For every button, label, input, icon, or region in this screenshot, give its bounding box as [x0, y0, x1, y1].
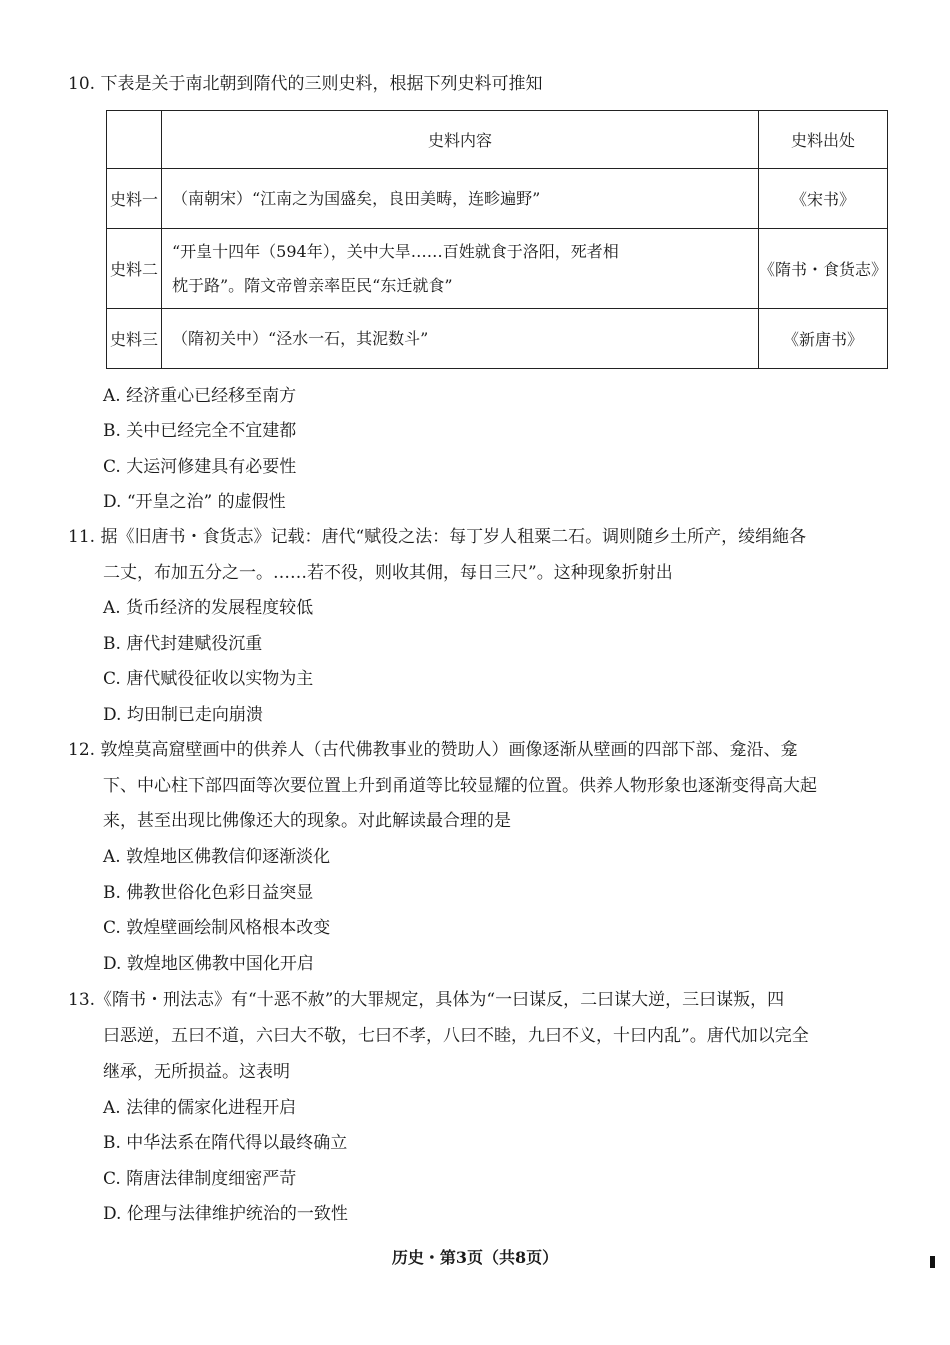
q10-option-c: C. 大运河修建具有必要性	[103, 457, 297, 477]
q13-option-b: B. 中华法系在隋代得以最终确立	[103, 1133, 348, 1153]
table-row	[107, 169, 888, 229]
row-content	[162, 169, 759, 229]
header-source: 史料出处	[759, 111, 888, 169]
row-content-line: （南朝宋）“江南之为国盛矣，良田美畴，连畛遍野”	[172, 188, 541, 208]
table-row	[107, 229, 888, 309]
q13-option-a: A. 法律的儒家化进程开启	[103, 1098, 297, 1118]
q11-option-c: C. 唐代赋役征收以实物为主	[103, 669, 314, 689]
row-label: 史料二	[107, 229, 162, 309]
table-header-row	[107, 111, 888, 169]
page-footer: 历史・第3页（共8页）	[391, 1248, 559, 1267]
q11-option-b: B. 唐代封建赋役沉重	[103, 634, 263, 654]
row-content-line: “开皇十四年（594年），关中大旱……百姓就食于洛阳，死者相	[172, 241, 619, 261]
q12-option-b: B. 佛教世俗化色彩日益突显	[103, 883, 314, 903]
row-content-line: 枕于路”。隋文帝曾亲率臣民“东迁就食”	[172, 275, 453, 295]
q10-stem: 10. 下表是关于南北朝到隋代的三则史料，根据下列史料可推知	[68, 74, 543, 94]
row-source: 《宋书》	[759, 169, 888, 229]
q11-option-a: A. 货币经济的发展程度较低	[103, 598, 314, 618]
q11-option-d: D. 均田制已走向崩溃	[103, 705, 263, 725]
q13-stem-line: 13.《隋书・刑法志》有“十恶不赦”的大罪规定，具体为“一曰谋反，二曰谋大逆，三曰谋叛，四	[68, 990, 785, 1010]
q10-option-a: A. 经济重心已经移至南方	[103, 386, 297, 406]
row-source: 《新唐书》	[759, 309, 888, 369]
q12-stem-line: 来，甚至出现比佛像还大的现象。对此解读最合理的是	[103, 811, 511, 831]
header-content: 史料内容	[162, 111, 759, 169]
q11-stem-line: 二丈，布加五分之一。……若不役，则收其佣，每日三尺”。这种现象折射出	[103, 563, 673, 583]
row-source: 《隋书・食货志》	[759, 229, 888, 309]
scan-edge-mark	[930, 1256, 935, 1268]
q12-option-a: A. 敦煌地区佛教信仰逐渐淡化	[103, 847, 331, 867]
q10-option-b: B. 关中已经完全不宜建都	[103, 421, 297, 441]
q11-stem-line: 11. 据《旧唐书・食货志》记载：唐代“赋役之法：每丁岁人租粟二石。调则随乡土所产，绫绢絁各	[68, 527, 807, 547]
row-content	[162, 309, 759, 369]
q12-stem-line: 下、中心柱下部四面等次要位置上升到甬道等比较显耀的位置。供养人物形象也逐渐变得高大起	[103, 776, 817, 796]
q13-stem-line: 曰恶逆，五曰不道，六曰大不敬，七曰不孝，八曰不睦，九曰不义，十曰内乱”。唐代加以完全	[103, 1026, 809, 1046]
row-label: 史料三	[107, 309, 162, 369]
table-row	[107, 309, 888, 369]
row-content-line: （隋初关中）“泾水一石，其泥数斗”	[172, 328, 429, 348]
header-blank	[107, 111, 162, 169]
q10-source-table	[106, 110, 888, 369]
row-label: 史料一	[107, 169, 162, 229]
q12-stem-line: 12. 敦煌莫高窟壁画中的供养人（古代佛教事业的赞助人）画像逐渐从壁画的四部下部、龛沿、龛	[68, 740, 798, 760]
q13-option-c: C. 隋唐法律制度细密严苛	[103, 1169, 297, 1189]
q13-stem-line: 继承，无所损益。这表明	[103, 1062, 290, 1082]
q13-option-d: D. 伦理与法律维护统治的一致性	[103, 1204, 348, 1224]
q12-option-d: D. 敦煌地区佛教中国化开启	[103, 954, 314, 974]
row-content	[162, 229, 759, 309]
q10-option-d: D. “开皇之治” 的虚假性	[103, 492, 286, 512]
q12-option-c: C. 敦煌壁画绘制风格根本改变	[103, 918, 331, 938]
